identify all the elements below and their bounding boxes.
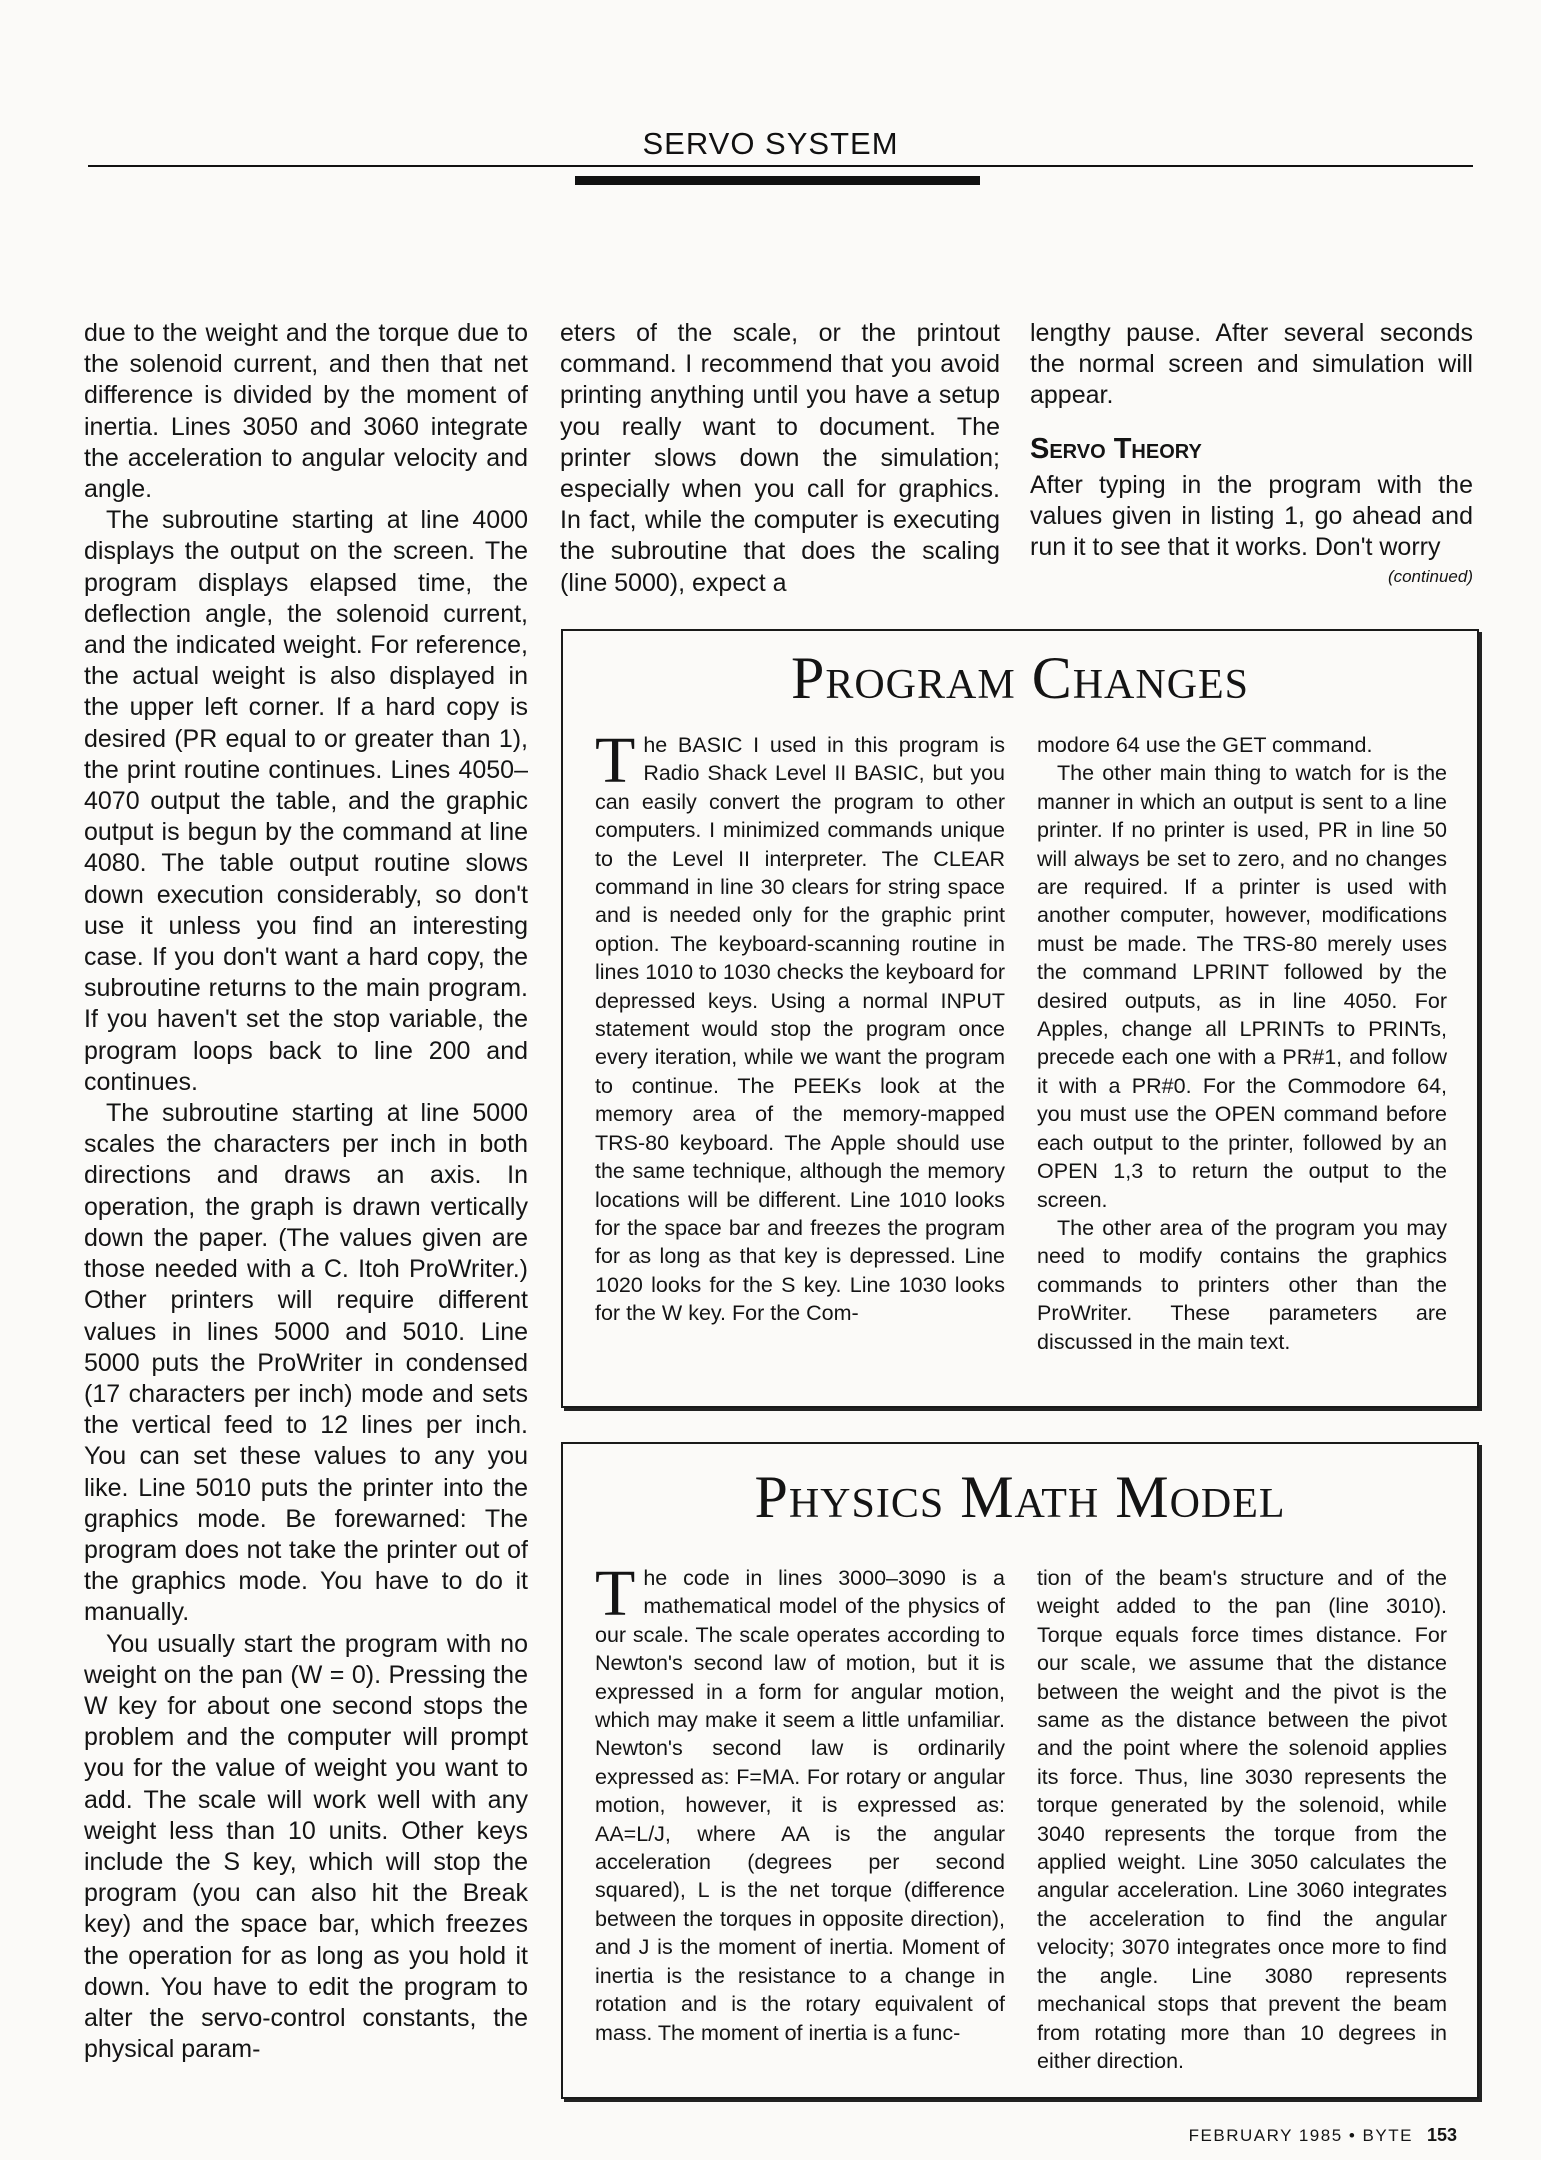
paragraph: The other area of the program you may need to modify contains the graphics commands to printers other than the ProWriter. These parameters are discussed in the main text.	[1037, 1215, 1447, 1354]
paragraph: After typing in the program with the values given in listing 1, go ahead and run it to see that it works. Don't worry	[1030, 470, 1473, 562]
article-column-3	[1030, 318, 1473, 589]
paragraph: The other main thing to watch for is the manner in which an output is sent to a line printer. If no printer is used, PR in line 50 will always be set to zero, and no changes are required. If a printer is used with another computer, however, modifications must be made. The TRS-80 merely uses the command LPRINT followed by the desired outputs, as in line 4050. For Apples, change all LPRINTs to PRINTs, precede each one with a PR#1, and follow it with a PR#0. For the Commodore 64, you must use the OPEN command before each output to the printer, followed by an OPEN 1,3 to return the output to the screen.	[1037, 761, 1447, 1212]
page-footer	[0, 2125, 1457, 2146]
paragraph: modore 64 use the GET command.	[1037, 733, 1373, 757]
paragraph: eters of the scale, or the printout command. I recommend that you avoid printing anything until you have a setup you really want to document. The printer slows down the simulation; especially when you call for graphics. In fact, while the computer is executing the subroutine that does the scaling (line 5000), expect a	[560, 319, 1000, 597]
paragraph: lengthy pause. After several seconds the normal screen and simulation will appear.	[1030, 319, 1473, 410]
paragraph: The subroutine starting at line 5000 scales the characters per inch in both directions and draws an axis. In operation, the graph is drawn vertically down the paper. (The values given are those needed with a C. Itoh ProWriter.) Other printers will require different values in lines 5000 and 5010. Line 5000 puts the ProWriter in condensed (17 characters per inch) mode and sets the vertical feed to 12 lines per inch. You can set these values to any you like. Line 5010 puts the printer into the graphics mode. Be forewarned: The program does not take the printer out of the graphics mode. You have to do it manually.	[84, 1099, 528, 1627]
page-number: 153	[1426, 2125, 1457, 2145]
continued-note: (continued)	[1387, 567, 1473, 587]
sidebar-column-right	[1037, 1564, 1447, 2075]
paragraph: The code in lines 3000–3090 is a mathematical model of the physics of our scale. The scale operates according to Newton's second law of motion, but it is expressed in a form for angular motion, which may make it seem a little unfamiliar. Newton's second law is ordinarily expressed as: F=MA. For rotary or angular motion, however, it is expressed as: AA=L/J, where AA is the angular acceleration (degrees per second squared), L is the net torque (difference between the torques in opposite direction), and J is the moment of inertia. Moment of inertia is the resistance to a change in rotation and is the rotary equivalent of mass. The moment of inertia is a func-	[595, 1557, 1005, 2045]
running-header: SERVO SYSTEM	[642, 126, 899, 161]
article-column-1	[84, 318, 528, 2065]
section-heading: Servo Theory	[1030, 432, 1202, 465]
paragraph: tion of the beam's structure and of the weight added to the pan (line 3010). Torque equals force times distance. For our scale, we assume that the distance between the weight and the pivot is the same as the distance between the pivot and the point where the solenoid applies its force. Thus, line 3030 represents the torque generated by the solenoid, while 3040 represents the torque from the applied weight. Line 3050 calculates the angular acceleration. Line 3060 integrates the acceleration to find the angular velocity; 3070 integrates once more to find the angle. Line 3080 represents mechanical stops that prevent the beam from rotating more than 10 degrees in either direction.	[1037, 1566, 1447, 2073]
sidebar-column-left	[595, 724, 1005, 1356]
paragraph: The BASIC I used in this program is Radio Shack Level II BASIC, but you can easily convert the program to other computers. I minimized commands unique to the Level II interpreter. The CLEAR command in line 30 clears for string space and is needed only for the graphic print option. The keyboard-scanning routine in lines 1010 to 1030 checks the keyboard for depressed keys. Using a normal INPUT statement would stop the program once every iteration, while we want the program to continue. The PEEKs look at the memory area of the memory-mapped TRS-80 keyboard. The Apple should use the same technique, although the memory locations will be different. Line 1010 looks for the space bar and freezes the program for as long as that key is depressed. Line 1020 looks for the S key. Line 1030 looks for the W key. For the Com-	[595, 724, 1005, 1326]
sidebar-title: Physics Math Model	[754, 1464, 1286, 1530]
sidebar-column-right	[1037, 731, 1447, 1356]
paragraph: due to the weight and the torque due to the solenoid current, and then that net difference is divided by the moment of inertia. Lines 3050 and 3060 integrate the acceleration to angular velocity and angle.	[84, 319, 528, 504]
footer-issue: FEBRUARY 1985 • BYTE	[1188, 2126, 1413, 2145]
paragraph: You usually start the program with no weight on the pan (W = 0). Pressing the W key for about one second stops the problem and the computer will prompt you for the value of weight you want to add. The scale will work well with any weight less than 10 units. Other keys include the S key, which will stop the program (you can also hit the Break key) and the space bar, which freezes the operation for as long as you hold it down. You have to edit the program to alter the servo-control constants, the physical param-	[84, 1629, 528, 2064]
sidebar-title: Program Changes	[790, 645, 1250, 711]
header-bar	[575, 176, 980, 185]
sidebar-column-left	[595, 1557, 1005, 2075]
drop-cap: T	[595, 724, 636, 797]
header-rule	[88, 165, 1473, 167]
sidebar-physics-math-model	[561, 1442, 1479, 2099]
sidebar-program-changes	[561, 629, 1479, 1408]
drop-cap: T	[595, 1557, 636, 1630]
paragraph: The subroutine starting at line 4000 displays the output on the screen. The program displays elapsed time, the deflection angle, the solenoid current, and the indicated weight. For reference, the actual weight is also displayed in the upper left corner. If a hard copy is desired (PR equal to or greater than 1), the print routine continues. Lines 4050–4070 output the table, and the graphic output is begun by the command at line 4080. The table output routine slows down execution considerably, so don't use it unless you find an interesting case. If you don't want a hard copy, the subroutine returns to the main program. If you haven't set the stop variable, the program loops back to line 200 and continues.	[84, 506, 528, 1096]
article-column-2	[560, 318, 1000, 599]
